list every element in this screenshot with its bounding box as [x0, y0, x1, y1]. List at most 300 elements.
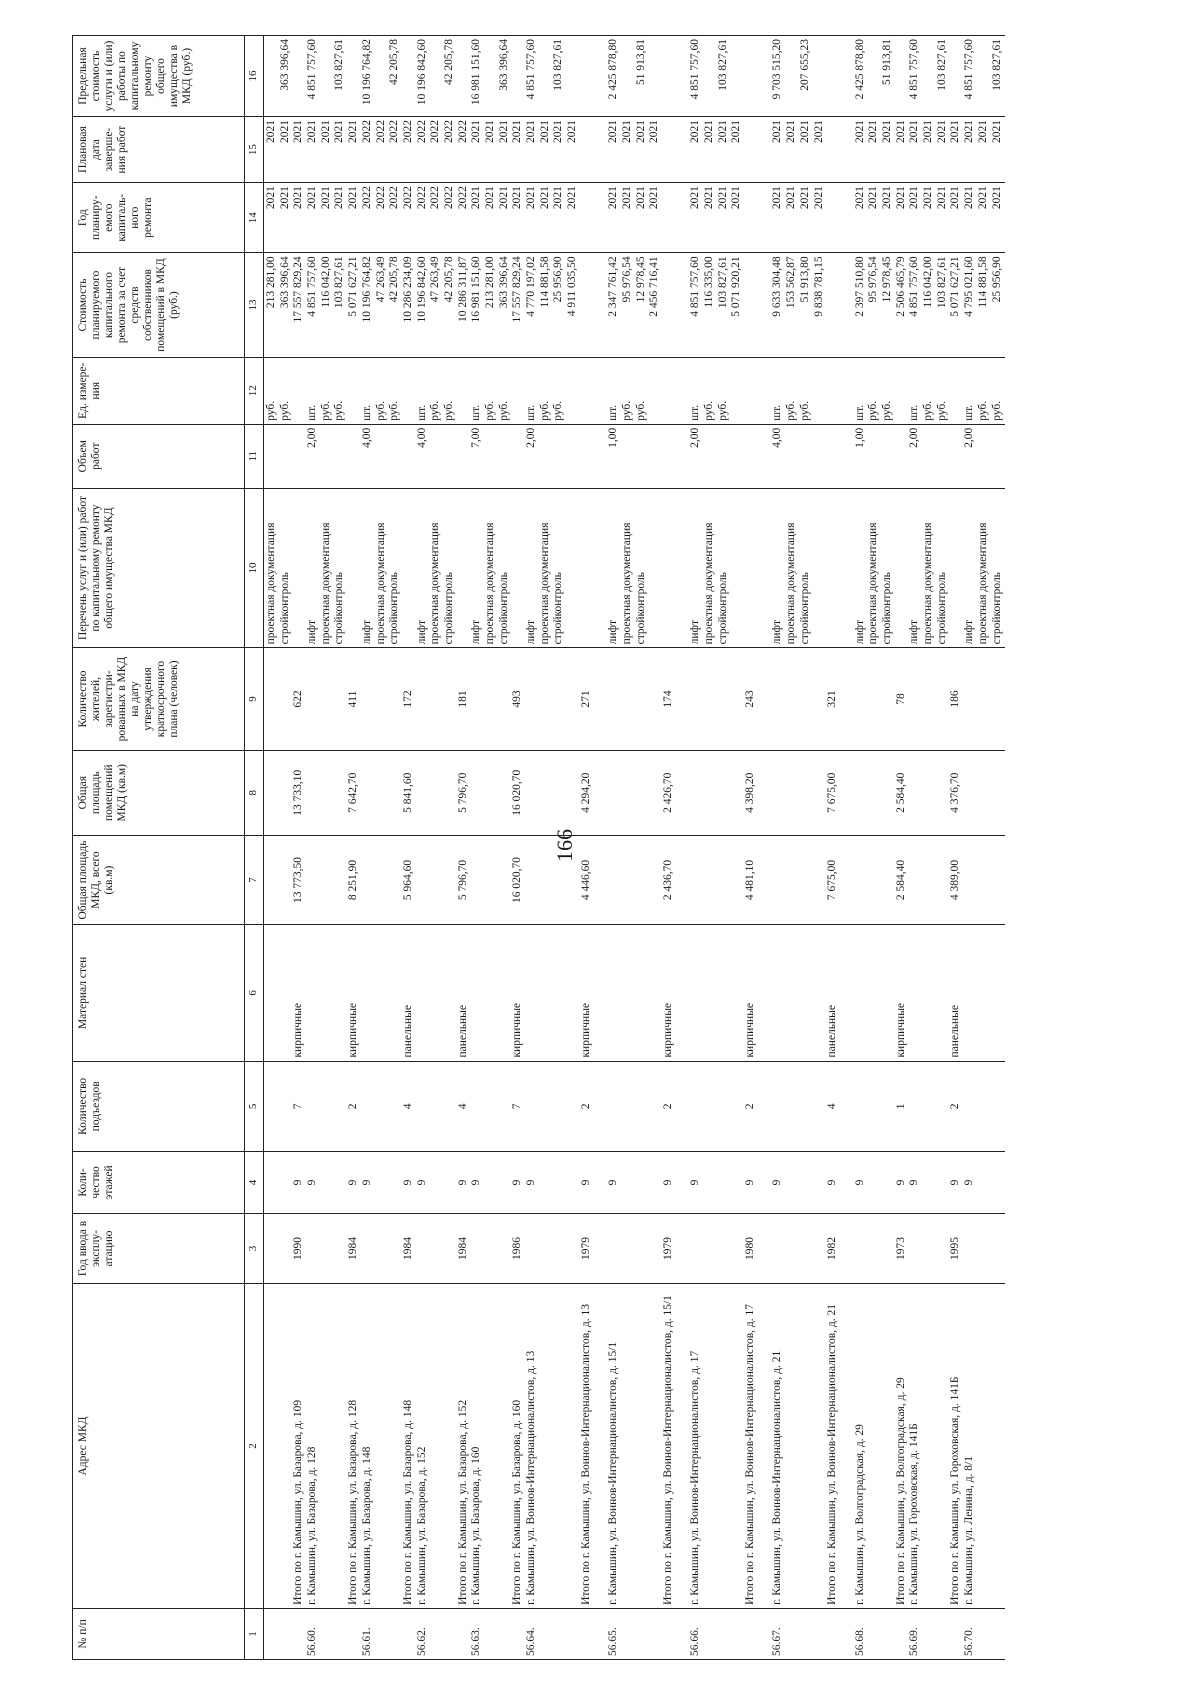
line-47-col-1: 56.70. [963, 1627, 976, 1656]
empty-line [730, 39, 744, 113]
empty-line [333, 1065, 347, 1149]
line-20-col-15: 2021 [538, 120, 551, 144]
line-10-col-9: 172 [401, 690, 414, 708]
empty-line [991, 428, 1005, 485]
empty-line [648, 1155, 662, 1210]
line-6-col-5: 2 [347, 1103, 360, 1110]
line-28-col-4: 9 [661, 1179, 674, 1186]
empty-line [771, 651, 785, 746]
empty-line [484, 428, 498, 485]
line-3-col-10: лифт [306, 620, 319, 645]
empty-line [539, 1612, 553, 1656]
line-24-col-2: г. Камышин, ул. Воинов-Интернационалистов, д. 15/1 [607, 1341, 620, 1605]
empty-line [402, 361, 416, 421]
line-2-col-6: кирпичные [292, 1002, 305, 1058]
line-19-col-11: 2,00 [525, 427, 538, 448]
empty-line [936, 928, 950, 1057]
empty-line [416, 1217, 430, 1280]
line-7-col-14: 2022 [360, 186, 373, 210]
empty-line [799, 1217, 813, 1280]
empty-line [333, 839, 347, 921]
column-2-cell [264, 1284, 1006, 1609]
empty-line [580, 186, 607, 249]
line-3-col-14: 2021 [306, 186, 319, 210]
empty-line [717, 839, 731, 921]
line-14-col-5: 4 [456, 1103, 469, 1110]
line-28-col-7: 2 436,70 [661, 859, 674, 901]
line-38-col-4: 9 [826, 1179, 839, 1186]
line-49-col-16: 103 827,61 [990, 39, 1003, 91]
empty-line [265, 754, 279, 832]
empty-line [388, 1155, 402, 1210]
empty-line [443, 1217, 457, 1280]
line-17-col-10: стройконтроль [497, 572, 510, 645]
line-11-col-10: лифт [415, 620, 428, 645]
empty-line [375, 39, 389, 113]
empty-line [429, 1612, 443, 1656]
line-43-col-15: 2021 [908, 120, 921, 144]
empty-line [498, 1155, 512, 1210]
line-5-col-10: стройконтроль [333, 572, 346, 645]
line-13-col-10: стройконтроль [442, 572, 455, 645]
empty-line [648, 651, 662, 746]
empty-line [881, 1155, 895, 1210]
empty-line [292, 361, 306, 421]
empty-line [525, 1217, 539, 1280]
line-46-col-2: Итого по г. Камышин, ул. Гороховская, д. 141Б [949, 1376, 962, 1605]
line-44-col-10: проектная документация [922, 522, 935, 645]
line-21-col-12: руб. [552, 400, 565, 421]
line-3-col-2: г. Камышин, ул. Базарова, д. 128 [306, 1446, 319, 1605]
empty-line [566, 1612, 580, 1656]
line-43-col-11: 2,00 [908, 427, 921, 448]
empty-line [908, 1065, 922, 1149]
line-48-col-13: 114 881,58 [976, 256, 989, 308]
empty-line [279, 1287, 293, 1605]
empty-line [648, 492, 662, 645]
empty-line [320, 651, 334, 746]
line-27-col-15: 2021 [648, 120, 661, 144]
line-39-col-4: 9 [853, 1179, 866, 1186]
empty-line [717, 1612, 731, 1656]
empty-line [991, 1065, 1005, 1149]
line-37-col-13: 9 838 781,15 [812, 256, 825, 317]
line-47-col-13: 4 795 021,60 [963, 256, 976, 317]
line-44-col-15: 2021 [922, 120, 935, 144]
empty-line [991, 1287, 1005, 1605]
empty-line [429, 651, 443, 746]
column-13-cell [264, 253, 1006, 357]
empty-line [785, 754, 799, 832]
empty-line [621, 1612, 635, 1656]
line-19-col-12: шт. [525, 404, 538, 421]
empty-line [854, 651, 868, 746]
column-header-2: Адрес МКД [73, 1284, 245, 1609]
empty-line [470, 839, 484, 921]
empty-line [566, 39, 580, 113]
line-46-col-5: 2 [949, 1103, 962, 1110]
line-25-col-15: 2021 [620, 120, 633, 144]
line-47-col-11: 2,00 [963, 427, 976, 448]
empty-line [607, 839, 621, 921]
line-35-col-14: 2021 [785, 186, 798, 210]
empty-line [922, 39, 936, 113]
empty-line [361, 754, 375, 832]
empty-line [635, 1065, 649, 1149]
column-number-2: 2 [245, 1284, 264, 1609]
line-25-col-13: 95 976,54 [620, 256, 633, 303]
line-48-col-10: проектная документация [976, 522, 989, 645]
line-10-col-14: 2022 [401, 186, 414, 210]
empty-line [320, 839, 334, 921]
empty-line [771, 754, 785, 832]
empty-line [457, 492, 471, 645]
empty-line [799, 1612, 813, 1656]
empty-line [539, 1065, 553, 1149]
empty-line [279, 1612, 293, 1656]
line-24-col-13: 2 347 761,42 [607, 256, 620, 317]
line-32-col-14: 2021 [730, 186, 743, 210]
line-10-col-2: Итого по г. Камышин, ул. Базарова, д. 148 [401, 1399, 414, 1605]
line-0-col-12: руб. [265, 400, 277, 421]
empty-line [799, 839, 813, 921]
empty-line [922, 1287, 936, 1605]
empty-line [279, 651, 293, 746]
empty-line [525, 651, 539, 746]
line-34-col-15: 2021 [771, 120, 784, 144]
line-42-col-6: кирпичные [894, 1002, 907, 1058]
empty-line [621, 428, 635, 485]
column-number-3: 3 [245, 1213, 264, 1283]
line-30-col-12: руб. [703, 400, 716, 421]
empty-line [375, 1287, 389, 1605]
empty-line [895, 361, 909, 421]
empty-line [648, 839, 662, 921]
empty-line [580, 361, 607, 421]
line-48-col-12: руб. [976, 400, 989, 421]
column-header-3: Год ввода в эксплу-атацию [73, 1213, 245, 1283]
empty-line [799, 1155, 813, 1210]
empty-line [416, 651, 430, 746]
empty-line [361, 1065, 375, 1149]
empty-line [977, 1612, 991, 1656]
line-39-col-13: 2 397 510,80 [853, 256, 866, 317]
empty-line [991, 1612, 1005, 1656]
line-11-col-2: г. Камышин, ул. Базарова, д. 152 [415, 1446, 428, 1605]
line-45-col-12: руб. [935, 400, 948, 421]
line-24-col-14: 2021 [607, 186, 620, 210]
empty-line [922, 1065, 936, 1149]
empty-line [662, 256, 689, 353]
empty-line [922, 754, 936, 832]
empty-line [717, 1217, 731, 1280]
column-7-cell [264, 835, 1006, 924]
line-23-col-4: 9 [579, 1179, 592, 1186]
empty-line [635, 1612, 649, 1656]
empty-line [498, 1612, 512, 1656]
column-header-11: Объем работ [73, 424, 245, 488]
empty-line [333, 651, 347, 746]
empty-line [347, 1612, 361, 1656]
empty-line [977, 839, 991, 921]
line-14-col-13: 10 286 311,87 [456, 256, 469, 323]
column-header-14: Год планиру-емого капиталь-ного ремонта [73, 183, 245, 253]
empty-line [922, 1612, 936, 1656]
empty-line [689, 651, 703, 746]
empty-line [813, 428, 827, 485]
line-16-col-14: 2021 [484, 186, 496, 210]
empty-line [621, 1287, 635, 1605]
line-31-col-13: 103 827,61 [716, 256, 729, 309]
empty-line [443, 754, 457, 832]
line-36-col-12: руб. [798, 400, 811, 421]
line-14-col-4: 9 [456, 1179, 469, 1186]
empty-line [703, 1612, 717, 1656]
empty-line [799, 928, 813, 1057]
empty-line [443, 1612, 457, 1656]
line-40-col-10: проектная документация [867, 522, 880, 645]
line-15-col-12: шт. [470, 404, 483, 421]
line-7-col-4: 9 [360, 1179, 373, 1186]
empty-line [813, 361, 827, 421]
empty-line [703, 754, 717, 832]
line-43-col-14: 2021 [908, 186, 921, 210]
empty-line [539, 39, 553, 113]
empty-line [511, 492, 525, 645]
line-28-col-3: 1979 [661, 1236, 674, 1260]
empty-line [881, 428, 895, 485]
empty-line [279, 1155, 293, 1210]
empty-line [854, 839, 868, 921]
line-21-col-16: 103 827,61 [552, 39, 565, 91]
empty-line [881, 754, 895, 832]
line-32-col-13: 5 071 920,21 [730, 256, 743, 317]
empty-line [813, 1217, 827, 1280]
empty-line [320, 1065, 334, 1149]
line-37-col-15: 2021 [812, 120, 825, 144]
empty-line [949, 1612, 963, 1656]
empty-line [717, 428, 731, 485]
line-34-col-13: 9 633 304,48 [771, 256, 784, 317]
empty-line [580, 39, 607, 113]
line-36-col-14: 2021 [798, 186, 811, 210]
empty-line [580, 256, 607, 353]
line-17-col-14: 2021 [497, 186, 510, 210]
empty-line [730, 492, 744, 645]
empty-line [552, 928, 566, 1057]
line-13-col-14: 2022 [442, 186, 455, 210]
empty-line [429, 1155, 443, 1210]
empty-line [388, 1287, 402, 1605]
line-49-col-10: стройконтроль [990, 572, 1003, 645]
empty-line [484, 1065, 498, 1149]
empty-line [730, 1612, 744, 1656]
empty-line [457, 361, 471, 421]
line-26-col-15: 2021 [634, 120, 647, 144]
empty-line [785, 39, 799, 113]
line-14-col-2: Итого по г. Камышин, ул. Базарова, д. 152 [456, 1399, 469, 1605]
line-49-col-14: 2021 [990, 186, 1003, 210]
line-41-col-10: стройконтроль [881, 572, 893, 645]
line-7-col-11: 4,00 [360, 427, 373, 448]
empty-line [552, 839, 566, 921]
empty-line [361, 1217, 375, 1280]
empty-line [744, 492, 771, 645]
line-3-col-11: 2,00 [306, 427, 319, 448]
line-41-col-15: 2021 [881, 120, 893, 144]
empty-line [744, 186, 771, 249]
empty-line [908, 754, 922, 832]
line-39-col-1: 56.68. [853, 1627, 866, 1656]
line-37-col-14: 2021 [812, 186, 825, 210]
empty-line [867, 651, 881, 746]
line-12-col-14: 2022 [429, 186, 442, 210]
column-header-4: Коли-чество этажей [73, 1152, 245, 1214]
column-number-10: 10 [245, 488, 264, 648]
line-16-col-10: проектная документация [484, 522, 496, 645]
empty-line [279, 428, 293, 485]
empty-line [785, 428, 799, 485]
line-38-col-5: 4 [826, 1103, 839, 1110]
empty-line [333, 428, 347, 485]
empty-line [375, 1217, 389, 1280]
column-number-15: 15 [245, 117, 264, 183]
line-29-col-12: шт. [689, 404, 702, 421]
empty-line [566, 754, 580, 832]
line-21-col-10: стройконтроль [552, 572, 565, 645]
empty-line [347, 492, 361, 645]
line-3-col-16: 4 851 757,60 [306, 39, 319, 100]
empty-line [662, 186, 689, 249]
line-40-col-15: 2021 [867, 120, 880, 144]
line-44-col-14: 2021 [922, 186, 935, 210]
empty-line [785, 1217, 799, 1280]
empty-line [566, 1287, 580, 1605]
line-13-col-16: 42 205,78 [442, 39, 455, 85]
empty-line [621, 39, 635, 113]
line-4-col-12: руб. [319, 400, 332, 421]
line-43-col-1: 56.69. [908, 1627, 921, 1656]
empty-line [799, 754, 813, 832]
line-5-col-15: 2021 [333, 120, 346, 144]
line-23-col-5: 2 [579, 1103, 592, 1110]
empty-line [525, 1065, 539, 1149]
line-6-col-15: 2021 [347, 120, 360, 144]
empty-line [813, 1155, 827, 1210]
line-38-col-9: 321 [826, 690, 839, 708]
line-4-col-10: проектная документация [319, 522, 332, 645]
empty-line [306, 1065, 320, 1149]
empty-line [662, 428, 689, 485]
line-4-col-15: 2021 [319, 120, 332, 144]
line-11-col-12: шт. [415, 404, 428, 421]
line-10-col-8: 5 841,60 [401, 772, 414, 813]
empty-line [936, 839, 950, 921]
empty-line [388, 928, 402, 1057]
empty-line [607, 754, 621, 832]
column-number-5: 5 [245, 1061, 264, 1152]
empty-line [265, 651, 279, 746]
rotated-table-container [72, 35, 1157, 1660]
empty-line [703, 428, 717, 485]
empty-line [388, 839, 402, 921]
line-7-col-10: лифт [360, 620, 373, 645]
line-0-col-13: 213 281,00 [265, 256, 277, 309]
column-header-5: Количество подъездов [73, 1061, 245, 1152]
empty-line [416, 1065, 430, 1149]
empty-line [977, 754, 991, 832]
empty-line [566, 1155, 580, 1210]
line-33-col-3: 1980 [744, 1236, 757, 1260]
line-14-col-7: 5 796,70 [456, 859, 469, 901]
empty-line [991, 651, 1005, 746]
line-33-col-6: кирпичные [744, 1002, 757, 1058]
empty-line [375, 428, 389, 485]
line-21-col-13: 25 956,90 [552, 256, 565, 303]
empty-line [867, 428, 881, 485]
line-1-col-14: 2021 [278, 186, 291, 210]
empty-line [484, 1612, 498, 1656]
empty-line [867, 1217, 881, 1280]
line-14-col-6: панельные [456, 1005, 469, 1058]
empty-line [621, 1155, 635, 1210]
empty-line [470, 928, 484, 1057]
empty-line [566, 492, 580, 645]
line-10-col-15: 2022 [401, 120, 414, 144]
line-23-col-3: 1979 [579, 1236, 592, 1260]
empty-line [730, 428, 744, 485]
line-40-col-12: руб. [867, 400, 880, 421]
line-12-col-13: 47 263,49 [429, 256, 442, 303]
table-row [264, 36, 1006, 1660]
line-49-col-15: 2021 [990, 120, 1003, 144]
column-11-cell [264, 424, 1006, 488]
empty-line [429, 839, 443, 921]
line-18-col-2: Итого по г. Камышин, ул. Базарова, д. 160 [511, 1399, 524, 1605]
empty-line [347, 39, 361, 113]
empty-line [895, 39, 909, 113]
empty-line [730, 1065, 744, 1149]
empty-line [607, 928, 621, 1057]
column-12-cell [264, 357, 1006, 424]
empty-line [977, 39, 991, 113]
empty-line [963, 754, 977, 832]
line-6-col-2: Итого по г. Камышин, ул. Базарова, д. 128 [347, 1399, 360, 1605]
line-2-col-15: 2021 [292, 120, 305, 144]
empty-line [320, 1287, 334, 1605]
line-7-col-15: 2022 [360, 120, 373, 144]
empty-line [799, 1065, 813, 1149]
empty-line [867, 928, 881, 1057]
empty-line [375, 1155, 389, 1210]
empty-line [429, 754, 443, 832]
empty-line [936, 1612, 950, 1656]
line-5-col-16: 103 827,61 [333, 39, 346, 91]
empty-line [703, 651, 717, 746]
empty-line [552, 1155, 566, 1210]
line-15-col-11: 7,00 [470, 427, 483, 448]
line-45-col-16: 103 827,61 [935, 39, 948, 91]
line-33-col-2: Итого по г. Камышин, ул. Воинов-Интернационалистов, д. 17 [744, 1304, 757, 1605]
line-3-col-4: 9 [306, 1179, 319, 1186]
line-6-col-13: 5 071 627,21 [347, 256, 360, 317]
empty-line [635, 1155, 649, 1210]
empty-line [498, 1217, 512, 1280]
empty-line [936, 428, 950, 485]
line-11-col-4: 9 [415, 1179, 428, 1186]
line-6-col-3: 1984 [347, 1236, 360, 1260]
line-0-col-15: 2021 [265, 120, 277, 144]
